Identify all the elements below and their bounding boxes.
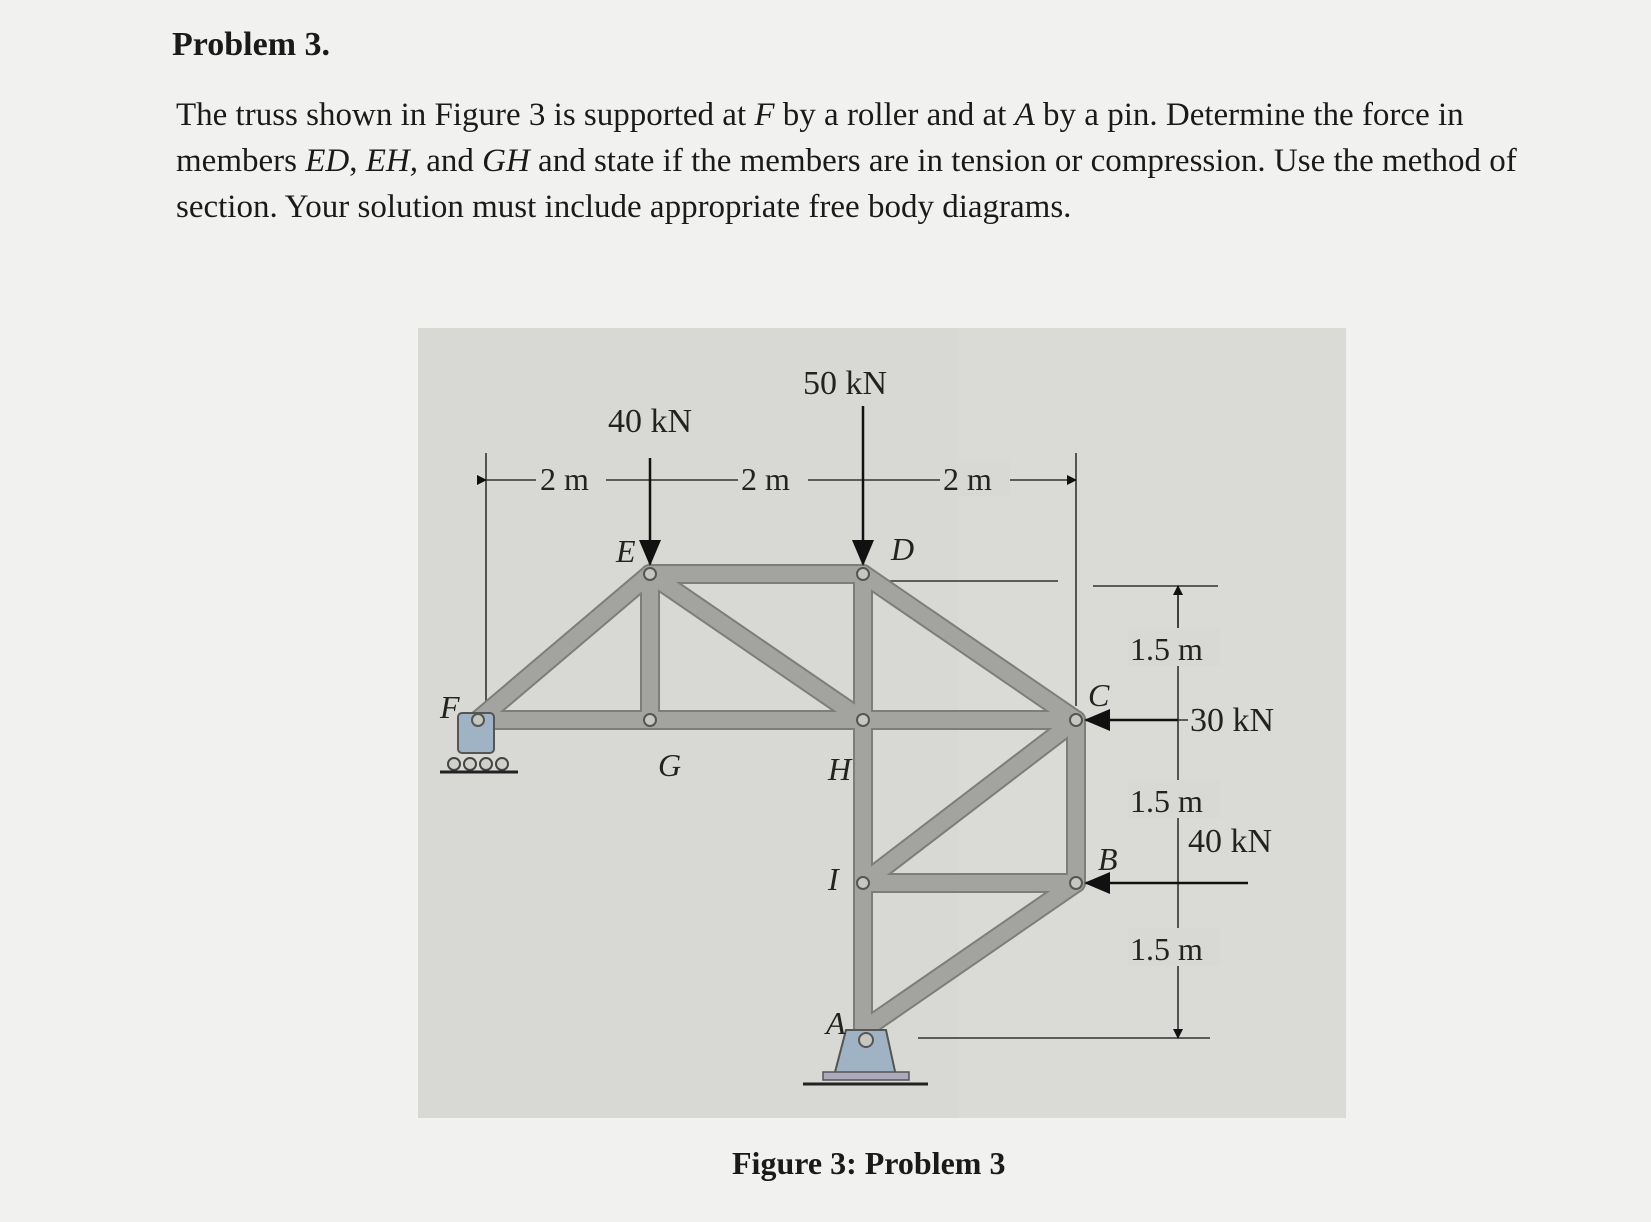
joint-label-f: F	[440, 689, 460, 725]
statement-sep: ,	[349, 143, 366, 179]
pin-g	[644, 714, 656, 726]
statement-text-5: and state if the members are in tension or compression. Use the method of section. Your solution must include appropriate free body diagrams.	[176, 143, 1517, 225]
joint-label-i: I	[828, 861, 839, 897]
statement-member-eh: EH,	[365, 143, 418, 179]
pin-e	[644, 568, 656, 580]
joint-label-e: E	[616, 533, 636, 569]
statement-var-f: F	[754, 97, 775, 133]
dim-label-v3: 1.5 m	[1130, 931, 1203, 967]
statement-member-ed: ED	[305, 143, 350, 179]
statement-text-3: by a pin. Determine the force in members	[176, 97, 1464, 179]
statement-text-1: The truss shown in Figure 3 is supported at	[176, 97, 755, 133]
dim-label-v1: 1.5 m	[1130, 631, 1203, 667]
truss-figure	[418, 328, 1346, 1118]
dim-label-3: 2 m	[943, 461, 992, 497]
joint-label-g: G	[658, 747, 682, 783]
dim-label-2: 2 m	[741, 461, 790, 497]
problem-title: Problem 3.	[172, 26, 331, 63]
pin-b	[1070, 877, 1082, 889]
load-label-d: 50 kN	[803, 365, 888, 402]
load-label-c: 30 kN	[1190, 702, 1275, 739]
truss-diagram	[418, 328, 1346, 1118]
pin-c	[1070, 714, 1082, 726]
joint-label-c: C	[1088, 677, 1110, 713]
figure-caption: Figure 3: Problem 3	[732, 1145, 1006, 1181]
joint-label-d: D	[891, 531, 915, 567]
statement-text-4: and	[417, 143, 483, 179]
pin-h	[857, 714, 869, 726]
pin-i	[857, 877, 869, 889]
joint-label-b: B	[1098, 841, 1118, 877]
statement-var-a: A	[1014, 97, 1035, 133]
joint-label-a: A	[826, 1005, 846, 1041]
statement-member-gh: GH	[482, 143, 530, 179]
dim-label-1: 2 m	[540, 461, 589, 497]
statement-text-2: by a roller and at	[774, 97, 1015, 133]
pin-d	[857, 568, 869, 580]
load-label-b: 40 kN	[1188, 823, 1273, 860]
problem-statement	[176, 92, 1576, 230]
joint-label-h: H	[828, 751, 852, 787]
dim-label-v2: 1.5 m	[1130, 783, 1203, 819]
load-label-e: 40 kN	[608, 403, 693, 440]
